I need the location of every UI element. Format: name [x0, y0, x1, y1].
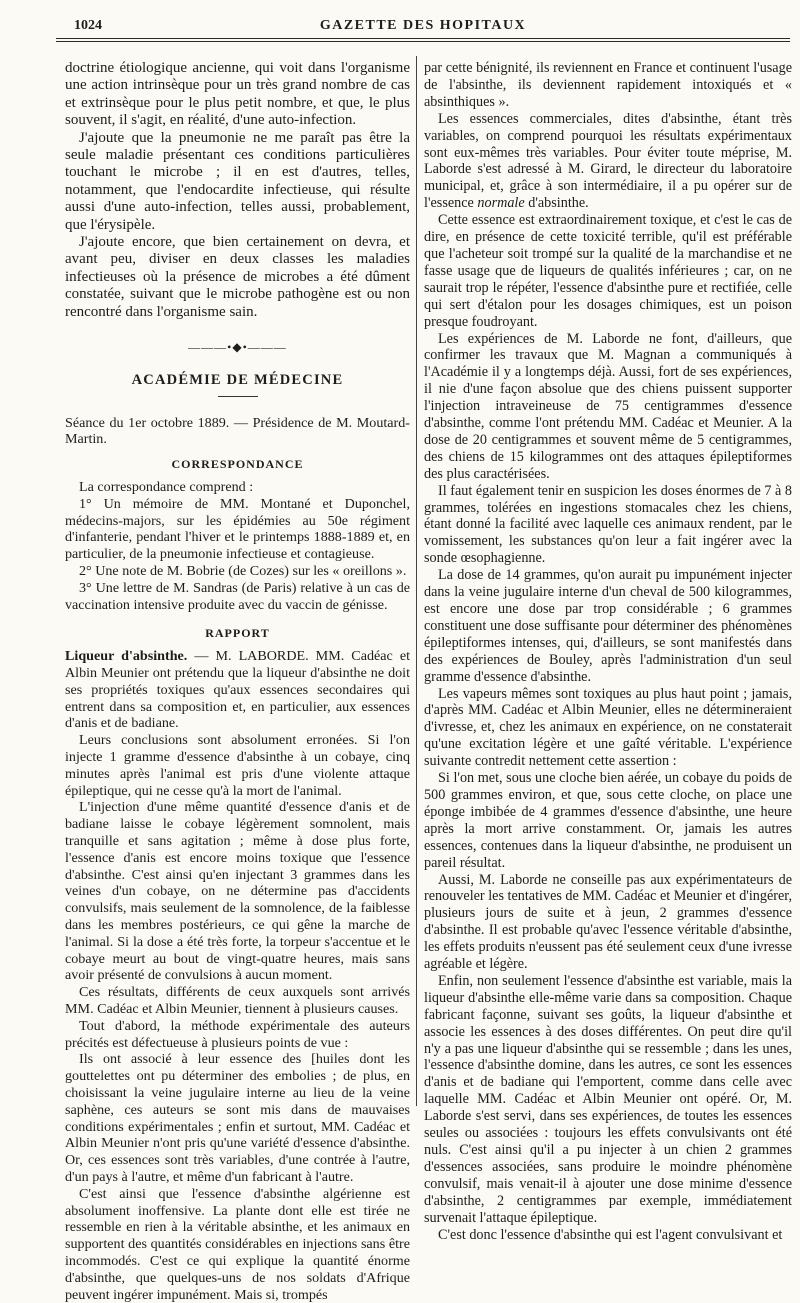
rapport-paragraph-1: Leurs conclusions sont absolument erronées. Si l'on injecte 1 gramme d'essence d'absinthe à un cobaye, cinq minutes après l'animal est pris d'une violente attaque épileptique, qui ne cesse qu'à la mort de l'animal. — [65, 732, 410, 799]
intro-paragraph-2: J'ajoute que la pneumonie ne me paraît pas être la seule maladie présentant ces conditions particulières touchant le microbe ; il en est d'autres, telles, notamment, que l'endocardite infectieuse, qui résulte aussi d'une auto-infection, telles aussi, probablement, que l'érysipèle. — [65, 129, 410, 233]
correspondance-item-1: 1° Un mémoire de MM. Montané et Duponchel, médecins-majors, sur les épidémies au 50e régiment d'infanterie, pendant l'hiver et le printemps 1888-1889 et, en particulier, de la pneumonie infectieuse et contagieuse. — [65, 495, 410, 563]
journal-title: GAZETTE DES HOPITAUX — [319, 18, 527, 33]
correspondance-item-3: 3° Une lettre de M. Sandras (de Paris) relative à un cas de vaccination intensive produite avec du vaccin de génisse. — [65, 579, 410, 613]
seance-line: Séance du 1er octobre 1889. — Présidence de M. Moutard-Martin. — [65, 414, 410, 448]
right-paragraph-1 — [424, 111, 792, 212]
rapport-paragraph-3: Ces résultats, différents de ceux auxquels sont arrivés MM. Cadéac et Albin Meunier, tiennent à plusieurs causes. — [65, 984, 410, 1017]
right-paragraph-10: C'est donc l'essence d'absinthe qui est l'agent convulsivant et — [438, 1226, 783, 1243]
right-paragraph-3: Les expériences de M. Laborde ne font, d'ailleurs, que confirmer les travaux que M. Magnan a communiqués à l'Académie il y a longtemps déjà. Aussi, fort de ses expériences, il nie d'une façon absolue que des chiens puissent supporter l'injection intraveineuse de 75 centigrammes d'essence d'absinthe, comme l'ont prétendu MM. Cadéac et Meunier. A la dose de 20 centigrammes et souvent même de 5 centigrammes, des chiens de 15 kilogrammes ont des attaques épileptiformes des plus caractérisées. — [424, 330, 792, 482]
right-paragraph-1-italic: normale — [477, 195, 525, 212]
rapport-paragraph-5: Ils ont associé à leur essence des [huiles dont les gouttelettes ont pu déterminer des embolies ; de plus, en choisissant la veine jugulaire interne au lieu de la veine saphène, ces auteurs se sont mis dans de mauvaises conditions expérimentales ; enfin et surtout, MM. Cadéac et Albin Meunier n'ont pris qu'une variété d'essence d'absinthe. Or, ces essences sont très variables, d'une contrée à l'autre, d'un pays à l'autre, et même d'un fabricant à l'autre. — [65, 1051, 410, 1185]
right-paragraph-4: Il faut également tenir en suspicion les doses énormes de 7 à 8 grammes, tolérées en ingestions stomacales chez les chiens, étant donné la facilité avec laquelle ces animaux rendent, par le vomissement, les substances qu'on leur a fait ingérer avec la sonde œsophagienne. — [424, 482, 792, 567]
column-divider — [416, 56, 417, 1106]
title-rule — [218, 396, 258, 397]
rapport-heading: RAPPORT — [205, 626, 270, 641]
right-paragraph-6: Les vapeurs mêmes sont toxiques au plus haut point ; jamais, d'après MM. Cadéac et Albin Meunier, elles ne détermineraient d'ivresse, et, chez les animaux en expérience, on ne constaterait qu'une excitation légère et une gaîté véritable. L'expérience suivante contredit nettement cette assertion : — [424, 685, 792, 770]
right-paragraph-1-text: Les essences commerciales, dites d'absinthe, étant très variables, on comprend pourquoi les résultats expérimentaux sont eux-mêmes très variables. Pour éviter toute méprise, M. Laborde s'est adressé à M. Girard, le directeur du laboratoire municipal, et, grâce à son intermédiaire, il a pu opérer sur de l'essence — [424, 110, 792, 212]
rapport-paragraph-2: L'injection d'une même quantité d'essence d'anis et de badiane laisse le cobaye légèrement somnolent, mais tranquille et sans agitation ; même à dose plus forte, l'essence d'anis est encore moins toxique que l'essence d'absinthe. C'est ainsi qu'en injectant 3 grammes dans les veines d'un cobaye, on ne détermine pas d'accidents convulsifs, mais seulement de la somnolence, de la faiblesse dans les membres postérieurs, ce qui gêne la marche de l'animal. Si la dose a été très forte, la torpeur s'accentue et le cobaye meurt au bout de vingt-quatre heures, mais sans avoir présenté de convulsions à aucun moment. — [65, 799, 410, 984]
rapport-paragraph-6: C'est ainsi que l'essence d'absinthe algérienne est absolument inoffensive. La plante dont elle est tirée ne ressemble en rien à la véritable absinthe, et les animaux en supportent des quantités considérables en injections sans être incommodés. C'est ce qui explique la quantité énorme d'absinthe, que quelques-uns de nos soldats d'Afrique peuvent ingérer impunément. Mais si, trompés — [65, 1185, 410, 1303]
continuation-paragraph: par cette bénignité, ils reviennent en France et continuent l'usage de l'absinthe, ils deviennent rapidement intoxiqués et « absinthiques ». — [424, 60, 792, 110]
right-paragraph-5: La dose de 14 grammes, qu'on aurait pu impunément injecter dans la veine jugulaire interne d'un cheval de 500 kilogrammes, est encore une dose par trop considérable ; 6 grammes constituent une dose suffisante pour déterminer des phénomènes épileptiformes intenses, qui, d'ailleurs, se sont manifestés dans des expériences de Bouley, après l'administration d'un seul gramme d'essence d'absinthe. — [424, 567, 792, 685]
correspondance-heading: CORRESPONDANCE — [171, 457, 304, 472]
rapport-runin-title: Liqueur d'absinthe. — [65, 648, 188, 665]
page-number: 1024 — [74, 18, 102, 33]
right-paragraph-8: Aussi, M. Laborde ne conseille pas aux expérimentateurs de renouveler les tentatives de MM. Cadéac et Meunier et d'ingérer, plusieurs jours de suite et à jeun, 2 grammes d'essence d'absinthe. Il est probable qu'avec l'essence véritable d'absinthe, les effets produits n'eussent pas été seulement ceux d'une ivresse agréable et légère. — [424, 871, 792, 973]
right-paragraph-1-end: d'absinthe. — [524, 195, 589, 212]
right-paragraph-9: Enfin, non seulement l'essence d'absinthe est variable, mais la liqueur d'absinthe elle-même varie dans sa composition. Chaque fabricant façonne, suivant ses goûts, la liqueur d'absinthe et associe les essences à des doses différentes. On peut dire qu'il n'y a pas une liqueur d'absinthe qui se ressemble ; dans les unes, l'essence d'absinthe domine, dans les autres, ce sont les essences d'anis et de badiane qui l'emportent, comme dans celle avec laquelle MM. Cadéac et Albin Meunier ont opéré. Or, M. Laborde s'est servi, dans ses expériences, de toutes les essences seules ou associées : toujours les effets convulsivants ont été nuls. C'est ainsi qu'il a pu injecter à un chien 2 grammes d'essences associées, sans produire le moindre phénomène convulsif, mais venait-il à ajouter une dose minime d'essence d'absinthe, 2 centigrammes par exemple, immédiatement survenait l'attaque épileptique. — [424, 972, 792, 1226]
intro-block — [65, 60, 410, 321]
intro-paragraph-1: doctrine étiologique ancienne, qui voit dans l'organisme une action intrinsèque pour un très grand nombre de cas et extrinsèque pour le plus petit nombre, et que, le plus souvent, il s'agit, en réalité, d'une auto-infection. — [65, 60, 410, 129]
rapport-first-text: — M. LABORDE. MM. Cadéac et Albin Meunier ont prétendu que la liqueur d'absinthe ne doit ses propriétés toxiques qu'aux essences secondaires qui entrent dans sa composition et, en particulier, aux essences d'anis et de badiane. — [65, 648, 410, 732]
rapport-paragraph-4: Tout d'abord, la méthode expérimentale des auteurs précités est défectueuse à plusieurs points de vue : — [65, 1017, 410, 1051]
left-column — [65, 60, 410, 1303]
intro-paragraph-3: J'ajoute encore, que bien certainement on devra, et avant peu, diviser en deux classes les maladies infectieuses où la présence de microbes a été dûment constatée, suivant que le microbe pathogène est ou non rencontré dans l'organisme sain. — [65, 234, 410, 320]
rapport-first-paragraph — [65, 648, 410, 732]
section-title: ACADÉMIE DE MÉDECINE — [131, 371, 344, 388]
right-column — [424, 60, 792, 1243]
right-paragraph-7: Si l'on met, sous une cloche bien aérée, un cobaye du poids de 500 grammes environ, et que, sous cette cloche, on place une éponge imbibée de 4 grammes d'essence d'absinthe, une heure après la mort arrive constamment. Or, jamais les autres essences, contenues dans la liqueur d'absinthe, ne produisent un pareil résultat. — [424, 770, 792, 871]
section-ornament: ———•◆•——— — [188, 340, 287, 355]
correspondance-intro: La correspondance comprend : — [79, 479, 254, 496]
correspondance-item-2: 2° Une note de M. Bobrie (de Cozes) sur les « oreillons ». — [79, 563, 407, 580]
page-header — [56, 12, 790, 42]
right-paragraph-2: Cette essence est extraordinairement toxique, et c'est le cas de dire, en présence de cette toxicité terrible, qu'il est préférable que l'acheteur soit trompé sur la qualité de la marchandise et ne fasse usage que de liqueurs de qualités inférieures ; car, on ne saurait trop le répéter, l'essence d'absinthe pure et rectifiée, celle qui sert d'étalon pour les dosages chimiques, est un poison presque foudroyant. — [424, 212, 792, 330]
